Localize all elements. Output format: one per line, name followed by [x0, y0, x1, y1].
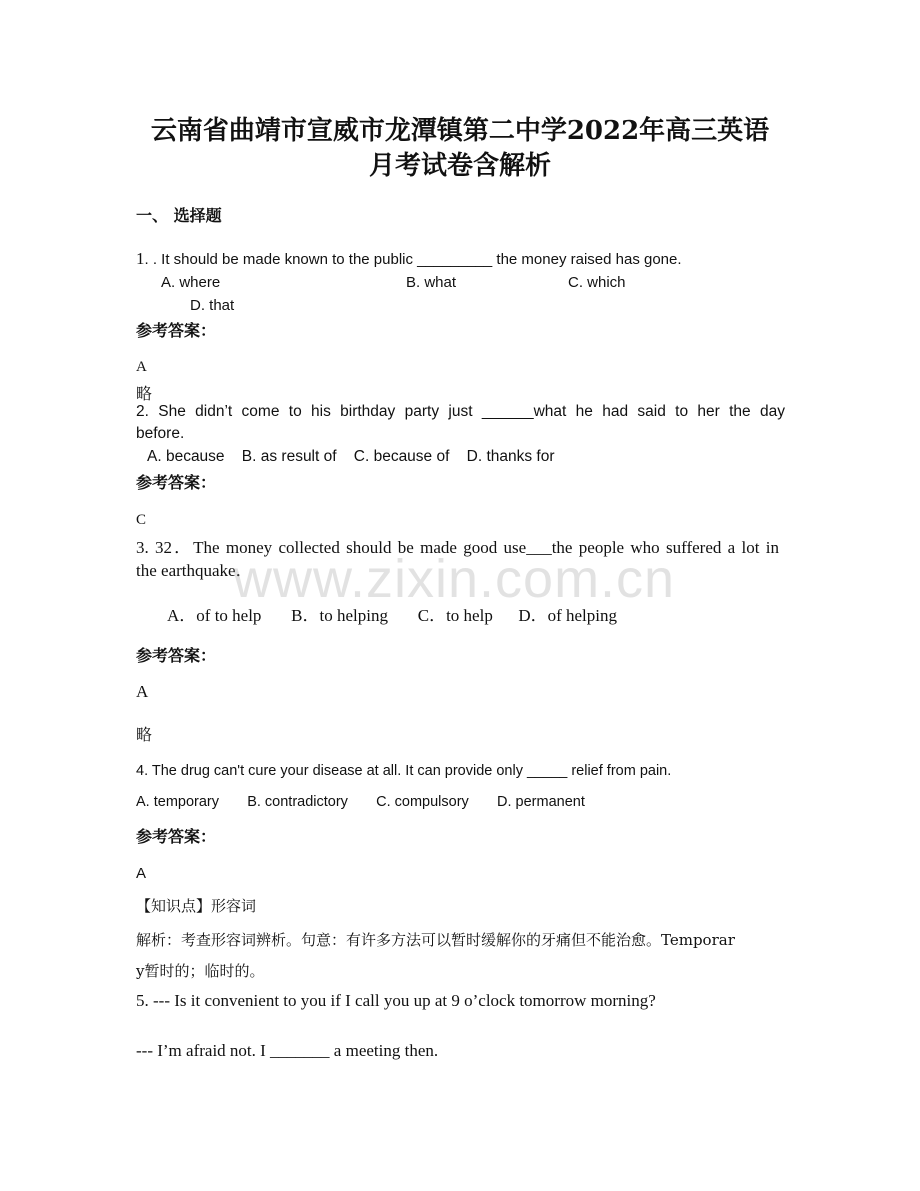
- answer-note: 略: [136, 725, 153, 744]
- answer-label: 参考答案：: [136, 827, 217, 846]
- section-heading: 一、 选择题: [136, 206, 222, 225]
- question-3-stem-line1: 3. 32．The money collected should be made good use___the people who suffered a lot in: [136, 538, 779, 557]
- question-3-options: A．of to help B．to helping C．to help D．of helping: [167, 606, 617, 625]
- answer-label: 参考答案：: [136, 646, 217, 665]
- answer-value: A: [136, 682, 149, 701]
- answer-note: 略: [136, 384, 153, 403]
- doc-title-line1: 云南省曲靖市宣威市龙潭镇第二中学2022年高三英语: [150, 116, 770, 146]
- answer-value: A: [136, 359, 147, 375]
- answer-value: A: [136, 865, 147, 882]
- question-2-stem-line2: before.: [136, 425, 185, 442]
- question-1: [136, 249, 682, 269]
- question-5-stem: 5. --- Is it convenient to you if I call you up at 9 o’clock tomorrow morning?: [136, 991, 656, 1010]
- question-number: 1: [136, 249, 145, 268]
- option-d: D. that: [190, 297, 235, 314]
- question-4-stem: 4. The drug can't cure your disease at all. It can provide only _____ relief from pain.: [136, 763, 672, 779]
- option-a: A. where: [161, 274, 221, 291]
- answer-label: 参考答案：: [136, 473, 217, 492]
- question-2-stem-line1: 2. She didn’t come to his birthday party just ______what he had said to her the day: [136, 403, 785, 420]
- knowledge-point: 【知识点】形容词: [136, 897, 257, 915]
- doc-title-line2: 月考试卷含解析: [368, 151, 551, 181]
- question-5-reply: --- I’m afraid not. I _______ a meeting then.: [136, 1041, 439, 1060]
- analysis-line2: y暂时的；临时的。: [136, 962, 265, 980]
- answer-label: 参考答案：: [136, 321, 217, 340]
- watermark: www.zixin.com.cn: [233, 549, 676, 609]
- option-c: C. which: [568, 274, 626, 291]
- question-2-options: A. because B. as result of C. because of D. thanks for: [147, 448, 555, 465]
- analysis-line1: 解析：考查形容词辨析。句意：有许多方法可以暂时缓解你的牙痛但不能治愈。Temporar: [136, 931, 735, 949]
- question-stem: . . It should be made known to the public _________ the money raised has gone.: [144, 251, 682, 268]
- question-3-stem-line2: the earthquake．: [136, 561, 253, 580]
- option-b: B. what: [406, 274, 457, 291]
- answer-value: C: [136, 512, 147, 528]
- question-4-options: A. temporary B. contradictory C. compulsory D. permanent: [136, 794, 585, 810]
